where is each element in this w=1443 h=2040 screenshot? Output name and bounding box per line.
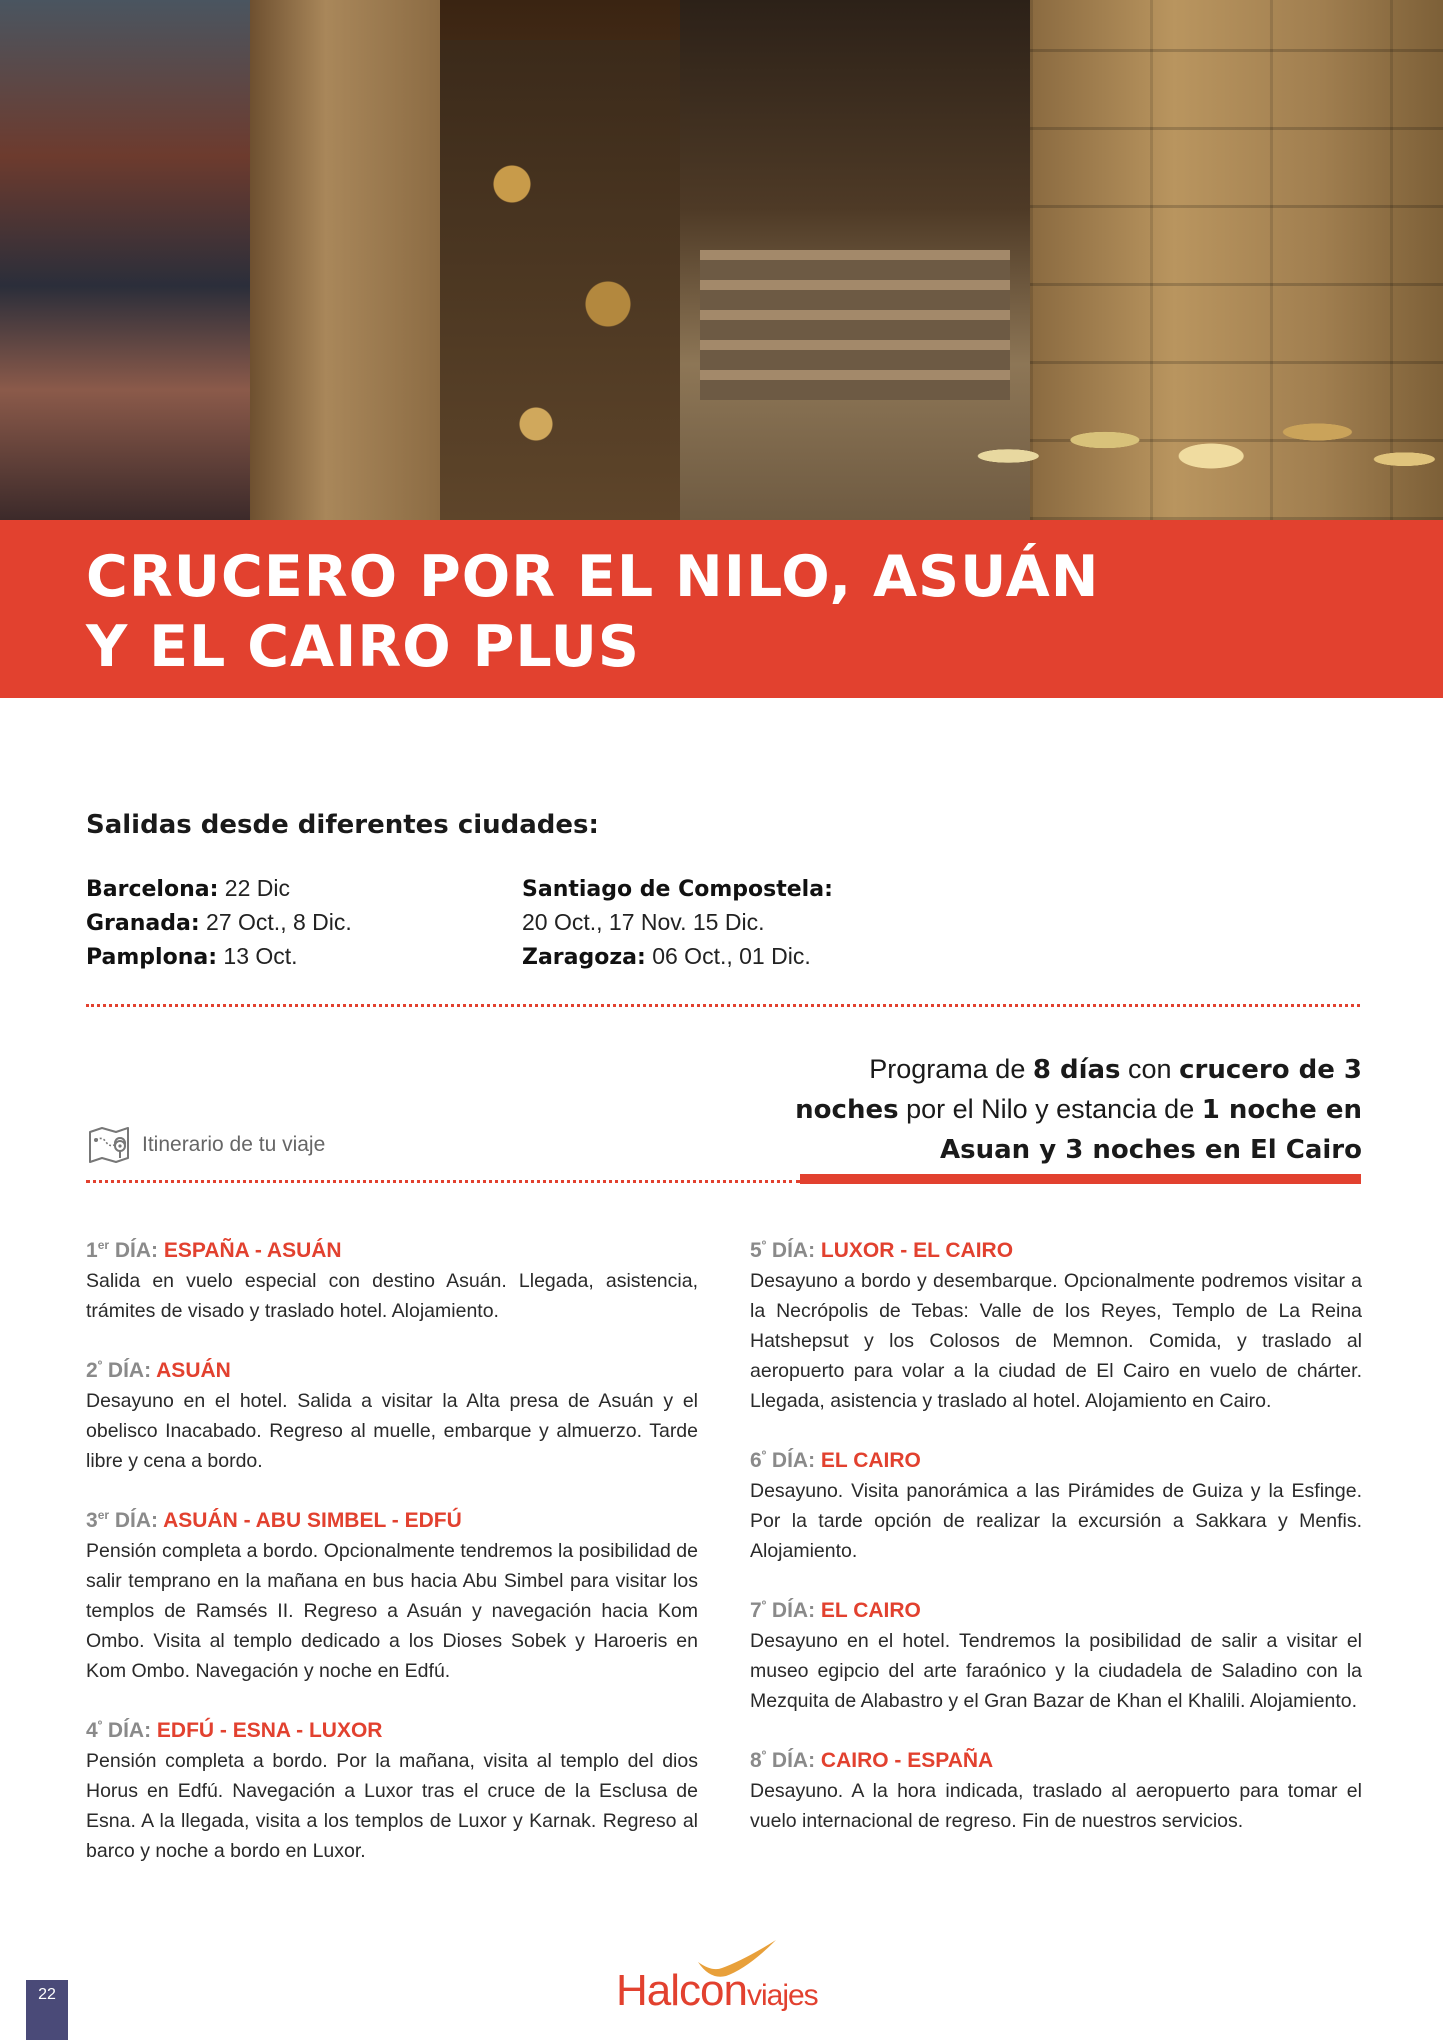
day-title: $8^º$ DÍA: CAIRO - ESPAÑA bbox=[750, 1748, 994, 1772]
itinerary-label bbox=[86, 1122, 325, 1168]
departure-line bbox=[86, 872, 506, 906]
departure-city: Barcelona: bbox=[86, 877, 219, 902]
page-number-tab bbox=[26, 1980, 68, 2040]
departure-dates: 13 Oct. bbox=[217, 943, 298, 969]
departure-city: Pamplona: bbox=[86, 945, 218, 970]
page-title bbox=[86, 542, 1386, 682]
day-entry bbox=[86, 1350, 698, 1476]
map-route-icon bbox=[86, 1122, 132, 1168]
departure-line bbox=[522, 906, 1082, 940]
program-bold: 8 días bbox=[1032, 1055, 1121, 1085]
departure-city: Santiago de Compostela: bbox=[522, 877, 833, 902]
day-entry bbox=[86, 1710, 698, 1866]
hero-stone-pillar bbox=[250, 0, 440, 520]
halcon-viajes-logo[interactable] bbox=[612, 1938, 842, 2018]
day-description: Desayuno a bordo y desembarque. Opcionalmente podremos visitar a la Necrópolis de Tebas: Valle de los Reyes, Templo de La Reina Hatshepsut y los Colosos de Memnon. Comida, y traslado al aeropuerto para volar a la ciudad de El Cairo en vuelo de chárter. Llegada, asistencia y traslado al hotel. Alojamiento en Cairo. bbox=[750, 1270, 1362, 1412]
day-entry bbox=[86, 1230, 698, 1326]
hero-brass-lamps bbox=[960, 360, 1443, 520]
departures-heading: Salidas desde diferentes ciudades: bbox=[86, 810, 599, 840]
departure-city: Zaragoza: bbox=[522, 945, 646, 970]
departure-line bbox=[86, 906, 506, 940]
day-title: 3er DÍA: ASUÁN - ABU SIMBEL - EDFÚ bbox=[86, 1508, 462, 1532]
departure-line bbox=[522, 872, 1082, 906]
departure-line bbox=[522, 940, 1082, 974]
day-description: Desayuno. A la hora indicada, traslado al aeropuerto para tomar el vuelo internacional de regreso. Fin de nuestros servicios. bbox=[750, 1780, 1362, 1832]
day-description: Salida en vuelo especial con destino Asuán. Llegada, asistencia, trámites de visado y traslado hotel. Alojamiento. bbox=[86, 1270, 698, 1322]
program-text: por el Nilo y estancia de bbox=[898, 1094, 1202, 1124]
departures-left-column bbox=[86, 872, 506, 974]
day-description: Pensión completa a bordo. Por la mañana, visita al templo del dios Horus en Edfú. Navegación a Luxor tras el cruce de la Esclusa de Esna. A la llegada, visita a los templos de Luxor y Karnak. Regreso al barco y noche a bordo en Luxor. bbox=[86, 1750, 698, 1862]
title-line-2: Y EL CAIRO PLUS bbox=[86, 614, 640, 680]
dotted-divider bbox=[86, 1004, 1360, 1007]
logo-text bbox=[616, 1966, 818, 2016]
departure-city: Granada: bbox=[86, 911, 200, 936]
day-entry bbox=[86, 1500, 698, 1686]
departure-dates: 06 Oct., 01 Dic. bbox=[645, 943, 811, 969]
program-summary bbox=[760, 1050, 1362, 1170]
itinerary-right-column bbox=[750, 1230, 1362, 1860]
departure-dates: 27 Oct., 8 Dic. bbox=[199, 909, 352, 935]
program-bold: crucero de 3 noches bbox=[795, 1055, 1362, 1125]
day-title: $2^º$ DÍA: ASUÁN bbox=[86, 1358, 231, 1382]
title-line-1: CRUCERO POR EL NILO, ASUÁN bbox=[86, 544, 1100, 610]
day-title: $6^º$ DÍA: EL CAIRO bbox=[750, 1448, 921, 1472]
page-number: 22 bbox=[38, 1986, 56, 2003]
day-description: Desayuno en el hotel. Salida a visitar la Alta presa de Asuán y el obelisco Inacabado. Regreso al muelle, embarque y almuerzo. Tarde libre y cena a bordo. bbox=[86, 1390, 698, 1472]
title-band bbox=[0, 520, 1443, 698]
accent-bar bbox=[800, 1174, 1361, 1184]
departure-line bbox=[86, 940, 506, 974]
day-entry bbox=[750, 1740, 1362, 1836]
day-title: $4^º$ DÍA: EDFÚ - ESNA - LUXOR bbox=[86, 1718, 383, 1742]
day-description: Desayuno en el hotel. Tendremos la posibilidad de salir a visitar el museo egipcio del arte faraónico y la ciudadela de Saladino con la Mezquita de Alabastro y el Gran Bazar de Khan el Khalili. Alojamiento. bbox=[750, 1630, 1362, 1712]
program-text: con bbox=[1120, 1054, 1180, 1084]
day-title: 1er DÍA: ESPAÑA - ASUÁN bbox=[86, 1238, 342, 1262]
day-description: Desayuno. Visita panorámica a las Pirámides de Guiza y la Esfinge. Por la tarde opción de realizar la excursión a Sakkara y Menfis. Alojamiento. bbox=[750, 1480, 1362, 1562]
day-entry bbox=[750, 1440, 1362, 1566]
day-entry bbox=[750, 1590, 1362, 1716]
logo-small: viajes bbox=[746, 1979, 818, 2012]
departure-dates: 20 Oct., 17 Nov. 15 Dic. bbox=[522, 909, 765, 935]
day-description: Pensión completa a bordo. Opcionalmente tendremos la posibilidad de salir temprano en la mañana en bus hacia Abu Simbel para visitar los templos de Ramsés II. Regreso a Asuán y navegación hacia Kom Ombo. Visita al templo dedicado a los Dioses Sobek y Haroeris en Kom Ombo. Navegación y noche en Edfú. bbox=[86, 1540, 698, 1682]
itinerary-left-column bbox=[86, 1230, 698, 1890]
hero-market-wares bbox=[440, 40, 680, 520]
departures-right-column bbox=[522, 872, 1082, 974]
day-title: $5^º$ DÍA: LUXOR - EL CAIRO bbox=[750, 1238, 1014, 1262]
departure-dates: 22 Dic bbox=[218, 875, 290, 901]
dotted-divider bbox=[86, 1180, 800, 1183]
itinerary-label-text: Itinerario de tu viaje bbox=[142, 1133, 326, 1156]
program-text: Programa de bbox=[869, 1054, 1033, 1084]
day-entry bbox=[750, 1230, 1362, 1416]
hero-photo bbox=[0, 0, 1443, 520]
logo-main: Halcon bbox=[616, 1966, 747, 2015]
hero-textiles bbox=[0, 0, 250, 520]
day-title: $7^º$ DÍA: EL CAIRO bbox=[750, 1598, 921, 1622]
program-bold: 1 noche en Asuan y 3 noches en El Cairo bbox=[940, 1095, 1362, 1165]
